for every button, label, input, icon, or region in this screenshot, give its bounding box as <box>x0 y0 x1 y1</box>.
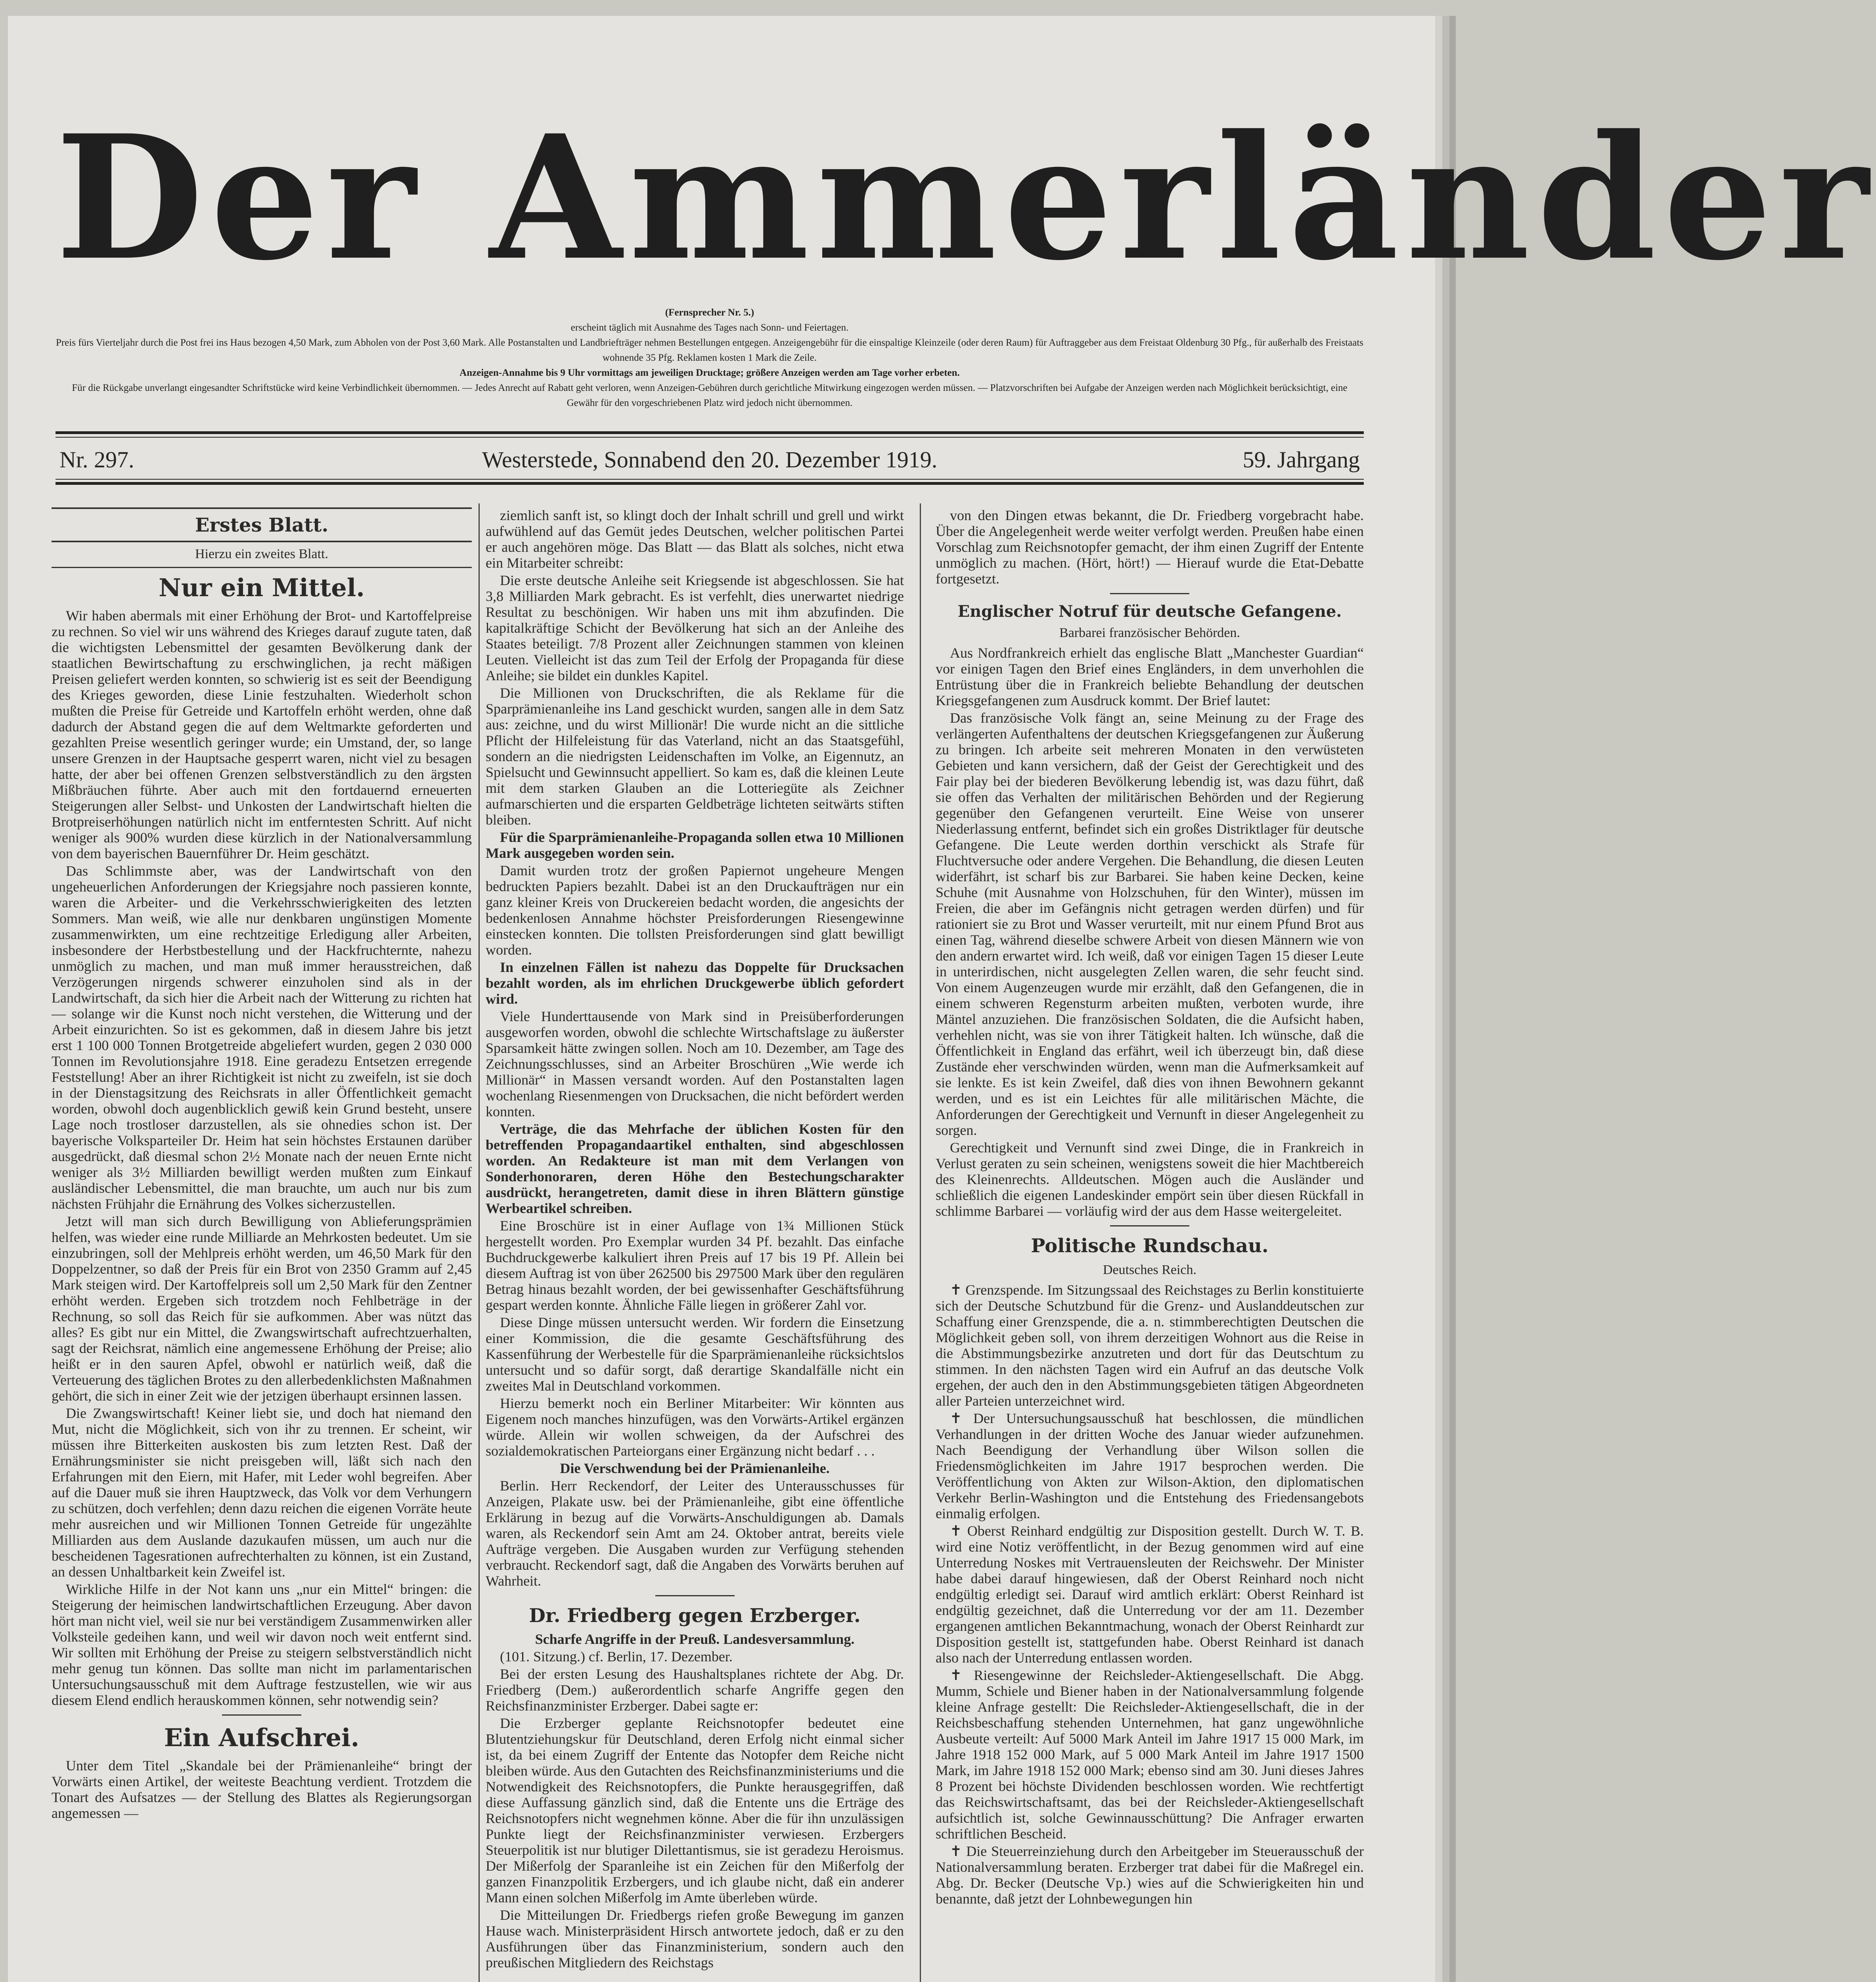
divider <box>222 1714 301 1716</box>
article-paragraph: Wirkliche Hilfe in der Not kann uns „nur ein Mittel“ bringen: die Steigerung der heimischen landwirtschaftlichen Erzeugung. Aber davon hört man nicht viel, weil sie nur bei verständigem Zusammenwirken aller Volksteile gedeihen kann, und weil wir davon noch weit entfernt sind. Wir sollten mit Erhöhung der Preise zu steigern selbstverständlich nicht mehr genug tun können. Das sollte man nicht im parlamentarischen Untersuchungsausschuß mit dem Auftrage festzustellen, wie wir aus diesem Elend endlich herauskommen können, sehr notwendig sein? <box>52 1581 472 1708</box>
subheading: Deutsches Reich. <box>1103 1263 1197 1277</box>
article-paragraph: Für die Sparprämienanleihe-Propaganda sollen etwa 10 Millionen Mark ausgegeben worden sein. <box>486 829 904 861</box>
column-1 <box>52 507 472 1982</box>
article-paragraph: Aus Nordfrankreich erhielt das englische Blatt „Manchester Guardian“ vor einigen Tagen den Brief eines Engländers, in dem unverhohlen die Entrüstung über die in Frankreich beliebte Behandlung der deutschen Kriegsgefangenen zum Ausdruck kommt. Der Brief lautet: <box>936 645 1364 708</box>
imprint-deadline: Anzeigen-Annahme bis 9 Uhr vormittags am jeweiligen Drucktage; größere Anzeigen werden am Tage vorher erbeten. <box>459 367 960 378</box>
article-paragraph: Wir haben abermals mit einer Erhöhung der Brot- und Kartoffelpreise zu rechnen. So viel wir uns während des Krieges darauf zugute taten, daß die wichtigsten Lebensmittel der gesamten Bevölkerung dank der staatlichen Bewirtschaftung zu erschwinglichen, ja recht mäßigen Preisen geliefert werden konnten, so schwierig ist es seit der Beendigung des Krieges geworden, diese Linie festzuhalten. Wiederholt schon mußten die Preise für Getreide und Kartoffeln erhöht werden, ohne daß dadurch der Abstand gegen die auf dem Weltmarkte geforderten und gezahlten Preise wesentlich geringer wurde; ein Umstand, der, so lange unsere Grenzen in der Hauptsache gesperrt waren, nicht viel zu besagen hatte, der aber bei offenen Grenzen selbstverständlich zu den ärgsten Mißbräuchen führte. Aber auch mit den fortdauernd erneuerten Steigerungen aller Selbst- und Unkosten der Landwirtschaft hielten die Brotpreiserhöhungen natürlich nicht im entferntesten Schritt. Auf nicht weniger als 900% wurden diese kürzlich in der Nationalversammlung von dem bayerischen Bauernführer Dr. Heim geschätzt. <box>52 608 472 861</box>
article-paragraph: Bei der ersten Lesung des Haushaltsplanes richtete der Abg. Dr. Friedberg (Dem.) außerordentlich scharfe Angriffe gegen den Reichsfinanzminister Erzberger. Dabei sagte er: <box>486 1666 904 1714</box>
article-paragraph: ziemlich sanft ist, so klingt doch der Inhalt schrill und grell und wirkt aufwühlend auf das Gemüt jedes Deutschen, welcher politischen Partei er auch angehören möge. Das Blatt — das Blatt als solches, nicht etwa ein Mitarbeiter schreibt: <box>486 507 904 571</box>
imprint-disclaimer: Für die Rückgabe unverlangt eingesandter Schriftstücke wird keine Verbindlichkeit übernommen. — Jedes Anrecht auf Rabatt geht verloren, wenn Anzeigen-Gebühren durch gerichtliche Mitwirkung eingezogen werden müssen. — Platzvorschriften bei Aufgabe der Anzeigen werden nach Möglichkeit berücksichtigt, eine Gewähr für den vorgeschriebenen Platz wird jedoch nicht übernommen. <box>72 383 1348 408</box>
article-paragraph: Die Millionen von Druckschriften, die als Reklame für die Sparprämienanleihe ins Land geschickt wurden, sangen alle in dem Satz aus: zeichne, und du wirst Millionär! Die wurde nicht an die sittliche Pflicht der Hilfeleistung für das Vaterland, nicht an das Staatsgefühl, sondern an die niedrigsten Leidenschaften im Volke, an Eigennutz, an Spielsucht und Gewinnsucht appelliert. So kam es, daß die kleinen Leute mit dem starken Glauben an die Lotteriegüte als Zeichner aufmarschierten und die ersparten Geldbeträge lichteten seitwärts stiften bleiben. <box>486 685 904 828</box>
divider <box>1110 593 1189 594</box>
article-paragraph: Verträge, die das Mehrfache der üblichen Kosten für den betreffenden Propagandaartikel enthalten, sind abgeschlossen worden. An Redakteure ist man mit dem Verlangen von Sonderhonoraren, deren Höhe den Bestechungscharakter ausdrückt, herangetreten, damit diese in ihren Blättern günstige Werbeartikel schreiben. <box>486 1121 904 1216</box>
article-paragraph: Damit wurden trotz der großen Papiernot ungeheure Mengen bedruckten Papiers bezahlt. Dabei ist an den Druckaufträgen nur ein ganz kleiner Kreis von Druckereien bedacht worden, die angesichts der bedenkenlosen Annahme höchster Preisforderungen Riesengewinne einstecken konnten. Die tollsten Preisforderungen sind glatt bewilligt worden. <box>486 863 904 958</box>
subheading: Barbarei französischer Behörden. <box>1059 626 1240 640</box>
headline-notruf: Englischer Notruf für deutsche Gefangene. <box>957 602 1342 621</box>
news-item: ✝ Der Untersuchungsausschuß hat beschlossen, die mündlichen Verhandlungen in der dritten Woche des Januar wieder aufzunehmen. Nach Beendigung der Verhandlung über Wilson sollen die Friedensmöglichkeiten im Jahre 1917 besprochen werden. Die Veröffentlichung von Akten zur Wilson-Aktion, den diplomatischen Verkehr Berlin-Washington und die Entstehung des Friedensangebots einmalig erfolgen. <box>936 1410 1364 1521</box>
news-item: ✝ Grenzspende. Im Sitzungssaal des Reichstages zu Berlin konstituierte sich der Deutsche Schutzbund für die Grenz- und Auslanddeutschen zur Schaffung einer Grenzspende, die a. n. stimmberechtigten Deutschen die Möglichkeit geben soll, von ihrem derzeitigen Wohnort aus die Reise in die Abstimmungsbezirke anzutreten und dort für das Deutschtum zu stimmen. In den nächsten Tagen wird ein Aufruf an das deutsche Volk ergehen, der auch den in den Abstimmungsgebieten tätigen Abgeordneten aller Parteien unterzeichnet wird. <box>936 1282 1364 1409</box>
top-rule-thin <box>56 437 1364 438</box>
article-paragraph: Die Erzberger geplante Reichsnotopfer bedeutet eine Blutentziehungskur für Deutschland, deren Erfolg nicht einmal sicher ist, da bei einem Zugriff der Entente das Notopfer dem Reiche nicht bleiben würde. Aus den Gutachten des Reichsfinanzministeriums und die Notwendigkeit des Reichsnotopfers, die Punkte herausgegriffen, daß diese Auffassung gänzlich sind, daß die Entente uns die Erträge des Reichsnotopfers nicht wegnehmen könne. Aber die für ihn unzulässigen Punkte liegt der Reichsfinanzminister verwiesen. Erzbergers Steuerpolitik ist nur blutiger Dilettantismus, sie ist geradezu Heroismus. Der Mißerfolg der Sparanleihe ist ein Zeichen für den Mißerfolg der ganzen Finanzpolitik Erzbergers, und ich glaube nicht, daß ein anderer Mann einen solchen Mißerfolg im Amte überleben würde. <box>486 1715 904 1905</box>
column-2 <box>486 507 904 1982</box>
divider <box>52 567 472 568</box>
top-rule-thick <box>56 431 1364 434</box>
subheading: Die Verschwendung bei der Prämienanleihe. <box>560 1460 830 1476</box>
article-paragraph: Gerechtigkeit und Vernunft sind zwei Dinge, die in Frankreich in Verlust geraten zu sein scheinen, wenigstens soweit die hier Machtbereich des Kleinenrechts. Alldeutschen. Mögen auch die Ausländer und schließlich die eigenen Landeskinder empört sein über diesen Rückfall in schlimme Barbarei — vorläufig wird der aus dem Hasse weitergeleitet. <box>936 1140 1364 1219</box>
article-paragraph: Hierzu bemerkt noch ein Berliner Mitarbeiter: Wir könnten aus Eigenem noch manches hinzufügen, was den Vorwärts-Artikel ergänzen würde. Allein wir wollen schweigen, da der Aufschrei des sozialdemokratischen Parteiorgans einer Ergänzung nicht bedarf . . . <box>486 1395 904 1459</box>
divider <box>655 1595 735 1596</box>
issue-date: Westerstede, Sonnabend den 20. Dezember 1919. <box>482 447 938 473</box>
issue-volume: 59. Jahrgang <box>1242 447 1360 473</box>
newspaper-page <box>8 16 1876 1982</box>
article-paragraph: Viele Hunderttausende von Mark sind in Preisüberforderungen ausgeworfen worden, obwohl die schlechte Wirtschaftslage zu äußerster Sparsamkeit hätte zwingen sollen. Noch am 10. Dezember, am Tage des Zeichnungsschlusses, sind an Arbeiter Broschüren „Wie werde ich Millionär“ in Massen versandt worden. Auf den Postanstalten lagen wochenlang Riesenmengen von Drucksachen, die nicht befördert werden konnten. <box>486 1008 904 1119</box>
masthead-title: Der Ammerländer <box>56 98 1876 298</box>
article-paragraph: Unter dem Titel „Skandale bei der Prämienanleihe“ bringt der Vorwärts einen Artikel, der weiteste Beachtung verdient. Trotzdem die Tonart des Aufsatzes — der Stellung des Blattes als Regierungsorgan angemessen — <box>52 1758 472 1821</box>
subheading: Scharfe Angriffe in der Preuß. Landesversammlung. <box>535 1631 855 1647</box>
headline-ein-aufschrei: Ein Aufschrei. <box>164 1723 360 1752</box>
issue-number: Nr. 297. <box>59 447 134 473</box>
headline-nur-ein-mittel: Nur ein Mittel. <box>159 573 365 602</box>
divider <box>1110 1225 1189 1226</box>
article-paragraph: Jetzt will man sich durch Bewilligung von Ablieferungsprämien helfen, was wieder eine runde Milliarde an Mehrkosten bedeutet. Um sie einzubringen, soll der Mehlpreis erhöht werden, um 46,50 Mark für den Doppelzentner, so daß der Preis für ein Brot von 2350 Gramm auf 2,45 Mark steigen wird. Der Kartoffelpreis soll um 2,50 Mark für den Zentner erhöht werden. Ergeben sich trotzdem noch Fehlbeträge in der Rechnung, so soll das Reich für sie aufkommen. Aber was nützt das alles? Es gibt nur ein Mittel, die Zwangswirtschaft aufrechtzuerhalten, sagt der Reichsrat, nämlich eine angemessene Erhöhung der Preise; alio heißt er in den sauren Apfel, obwohl er natürlich weiß, daß die Verteuerung des täglichen Brotes zu den allerbedenklichsten Maßnahmen gehört, die sich in einer Zeit wie der jetzigen überhaupt ersinnen lassen. <box>52 1213 472 1404</box>
column-divider-2 <box>920 503 921 1982</box>
headline-rundschau: Politische Rundschau. <box>1031 1235 1269 1257</box>
article-dateline: (101. Sitzung.) cf. Berlin, 17. Dezember. <box>500 1649 733 1664</box>
article-paragraph: In einzelnen Fällen ist nahezu das Doppelte für Drucksachen bezahlt worden, als im ehrlichen Druckgewerbe üblich gefordert wird. <box>486 959 904 1007</box>
bottom-rule-thin <box>56 479 1364 480</box>
section-box <box>52 507 472 542</box>
article-paragraph: von den Dingen etwas bekannt, die Dr. Friedberg vorgebracht habe. Über die Angelegenheit werde weiter verfolgt werden. Preußen habe einen Vorschlag zum Reichsnotopfer gemacht, der ihm einen Zugriff der Entente unmöglich zu machen. (Hört, hört!) — Hierauf wurde die Etat-Debatte fortgesetzt. <box>936 507 1364 587</box>
article-paragraph: Berlin. Herr Reckendorf, der Leiter des Unterausschusses für Anzeigen, Plakate usw. bei der Prämienanleihe, gibt eine öffentliche Erklärung in bezug auf die Vorwärts-Anschuldigungen ab. Damals waren, als Reckendorf sein Amt am 24. Oktober antrat, bereits viele Aufträge vergeben. Die Ausgaben wurden zur Verfügung stehenden verbraucht. Reckendorf sagt, daß die Angaben des Vorwärts beruhen auf Wahrheit. <box>486 1478 904 1589</box>
article-paragraph: Eine Broschüre ist in einer Auflage von 1¾ Millionen Stück hergestellt worden. Pro Exemplar wurden 34 Pf. bezahlt. Das einfache Buchdruckgewerbe kalkuliert ihren Preis auf 17 bis 19 Pf. Allein bei diesem Auftrag ist von über 262500 bis 297500 Mark über den regulären Betrag hinaus bezahlt worden, der bei gewissenhafter Geschäftsführung gespart werden konnte. Ähnliche Fälle liegen in größerer Zahl vor. <box>486 1218 904 1313</box>
news-item: ✝ Oberst Reinhard endgültig zur Disposition gestellt. Durch W. T. B. wird eine Notiz veröffentlicht, in der Bezug genommen wird auf eine Unterredung Noskes mit Vertrauensleuten der Reichswehr. Der Minister habe dabei darauf hingewiesen, daß der Oberst Reinhard noch nicht endgültig erledigt sei. Darauf wird amtlich erklärt: Oberst Reinhard ist endgültig gezeichnet, daß die Unterredung vor der am 11. Dezember ergangenen amtlichen Bekanntmachung, wonach der Oberst Reinhardt zur Disposition gestellt ist, stattgefunden habe. Oberst Reinhard ist danach also nach der Unterredung entlassen worden. <box>936 1523 1364 1666</box>
section-title: Erstes Blatt. <box>195 514 329 536</box>
section-note: Hierzu ein zweites Blatt. <box>195 547 329 561</box>
article-paragraph: Die erste deutsche Anleihe seit Kriegsende ist abgeschlossen. Sie hat 3,8 Milliarden Mark gebracht. Es ist verfehlt, dies unerwartet niedrige Resultat zu beschönigen. Wir haben uns mit ihm abzufinden. Die kapitalkräftige Schicht der Bevölkerung hat sich an der Anleihe des Staates beteiligt. 7/8 Prozent aller Zeichnungen stammen von kleinen Leuten. Vielleicht ist das zum Teil der Erfolg der Propaganda für diese Anleihe; sie bildet ein dunkles Kapitel. <box>486 572 904 683</box>
headline-friedberg: Dr. Friedberg gegen Erzberger. <box>529 1605 861 1627</box>
article-paragraph: Die Mitteilungen Dr. Friedbergs riefen große Bewegung im ganzen Hause wach. Ministerpräsident Hirsch antwortete jedoch, daß er zu den Ausführungen über das Finanzministerium, sondern auch den preußischen Mitgliedern des Reichstags <box>486 1907 904 1971</box>
imprint <box>56 305 1364 411</box>
bottom-rule-thick <box>56 482 1364 485</box>
article-paragraph: Diese Dinge müssen untersucht werden. Wir fordern die Einsetzung einer Kommission, die die gesamte Geschäftsführung des Kassenführung der Werbestelle für die Sparprämienanleihe rücksichtslos untersucht und so dafür sorgt, daß derartige Skandalfälle nicht ein zweites Mal in Deutschland vorkommen. <box>486 1314 904 1394</box>
news-item: ✝ Riesengewinne der Reichsleder-Aktiengesellschaft. Die Abgg. Mumm, Schiele und Biener haben in der Nationalversammlung folgende kleine Anfrage gestellt: Die Reichsleder-Aktiengesellschaft, die in der Reichsbeschaffung stehenden Unternehmen, hat ganz ungewöhnliche Ausbeute verteilt: Auf 5000 Mark Anteil im Jahre 1917 15 000 Mark, im Jahre 1918 152 000 Mark, auf 5 000 Mark Anteil im Jahre 1917 1500 Mark, im Jahre 1918 152 000 Mark; ebenso sind am 30. Juni dieses Jahres 8 Prozent bei höchste Dividenden beschlossen worden. Wie rechtfertigt das Reichswirtschaftsamt, das bei der Reichsleder-Aktiengesellschaft aufsichtlich ist, solche Gewinnausschüttung? Die Anfrager erwarten schriftlichen Bescheid. <box>936 1667 1364 1842</box>
article-paragraph: Das französische Volk fängt an, seine Meinung zu der Frage des verlängerten Aufenthaltens der deutschen Kriegsgefangenen zur Äußerung zu bringen. Ich arbeite seit mehreren Monaten in den verwüsteten Gebieten und kann versichern, daß der Geist der Gerechtigkeit und des Fair play bei der biederen Bevölkerung lebendig ist, was dazu führt, daß sie offen das Verhalten der militärischen Behörden und der Regierung gegenüber den Gefangenen verurteilt. Eine Weise von unserer Niederlassung entfernt, befindet sich ein großes Distriktlager für deutsche Gefangene. Die Leute werden dorthin verschickt als Strafe für Fluchtversuche oder andere Vergehen. Die Behandlung, die diesen Leuten widerfährt, ist scharf bis zur Barbarei. Sie haben keine Decken, keine Schuhe (mit Ausnahme von Holzschuhen, für den Winter), müssen im Freien, die aber im Gefängnis nicht getragen werden dürfen) und für rationiert sie zu Brot und Wasser verurteilt, mit nur einem Pfund Brot aus einen Tag, während dieselbe schwere Arbeit von diesen Männern wie von den andern erwartet wird. Ich weiß, daß vor einigen Tagen 15 dieser Leute in unterirdischen, nicht ausgelegten Zellen waren, die sehr feucht sind. Von einem Augenzeugen wurde mir erzählt, daß den Gefangenen, die in einem schweren Regensturm arbeiten mußten, verboten wurde, ihre Mäntel anzuziehen. Die französischen Soldaten, die die Aufsicht haben, verhehlen nicht, was sie von ihrer Tätigkeit halten. Ich wünsche, daß die Öffentlichkeit in England das erfährt, weil ich überzeugt bin, daß diese Zustände eher verschwinden würden, wenn man die Aufmerksamkeit auf sie lenkte. Es ist kein Zweifel, daß dies von ihnen Bewohnern gekannt werden, und es ist ein Leichtes für alle militärischen Mächte, die Anforderungen der Gerechtigkeit und Vernunft in dieser Angelegenheit zu sorgen. <box>936 710 1364 1138</box>
article-paragraph: Das Schlimmste aber, was der Landwirtschaft von den ungeheuerlichen Anforderungen der Kriegsjahre noch passieren konnte, waren die Arbeiter- und die Verkehrsschwierigkeiten des letzten Sommers. Man weiß, wie alle nur denkbaren ungünstigen Momente zusammenwirkten, um eine rechtzeitige Erledigung aller Arbeiten, insbesondere der Herbstbestellung und der Hackfruchternte, nahezu unmöglich zu machen, und man muß immer herausstreichen, daß Verzögerungen nirgends schwerer einzuholen sind als in der Landwirtschaft, da sich hier die Arbeit nach der Witterung zu richten hat — solange wir die Kunst noch nicht verstehen, die Witterung und der Arbeit einzurichten. So ist es gekommen, daß in diesem Jahre bis jetzt erst 1 100 000 Tonnen Brotgetreide abgeliefert wurden, gegen 2 030 000 Tonnen im Revolutionsjahre 1918. Eine geradezu Entsetzen erregende Feststellung! Aber an ihrer Richtigkeit ist nicht zu zweifeln, ist sie doch in der Dienstagsitzung des Reichsrats in aller Öffentlichkeit gemacht worden, obwohl doch augenblicklich gewiß kein Grund besteht, unsere Lage noch trostloser darzustellen, als sie ohnedies schon ist. Der bayerische Volksparteiler Dr. Heim hat sein höchstes Erstaunen darüber ausgedrückt, daß diesmal schon 2½ Monate nach der neuen Ernte nicht weniger als 3½ Milliarden bewilligt werden mußten zum Einkauf ausländischer Lebensmittel, die man brauchte, um auch nur bis zum nächsten Frühjahr die Ernährung des Volkes sicherzustellen. <box>52 863 472 1212</box>
article-paragraph: Die Zwangswirtschaft! Keiner liebt sie, und doch hat niemand den Mut, nicht die Möglichkeit, sich von ihr zu trennen. Er scheint, wir müssen ihre Bitterkeiten auskosten bis zum letzten Rest. Daß der Ernährungsminister sie nicht preisgeben will, läßt sich nach den Erfahrungen mit den Eiern, mit Hafer, mit Leder wohl begreifen. Aber auf die Dauer muß sie ihren Hauptzweck, das Volk vor dem Verhungern zu schützen, doch verfehlen; denn dazu reichen die eigenen Vorräte heute mehr ausreichen und wir Millionen Tonnen Getreide für ungezählte Milliarden aus dem Auslande dazukaufen müssen, um auch nur die bescheidenen Tagesrationen aufrechterhalten zu können, ist ein Zustand, an dessen Unhaltbarkeit kein Zweifel ist. <box>52 1405 472 1580</box>
imprint-price: Preis fürs Vierteljahr durch die Post frei ins Haus bezogen 4,50 Mark, zum Abholen von der Post 3,60 Mark. Alle Postanstalten und Landbriefträger nehmen Bestellungen entgegen. Anzeigengebühr für die einspaltige Kleinzeile (oder deren Raum) für Auftraggeber aus dem Freistaat Oldenburg 30 Pfg., für außerhalb des Freistaats wohnende 35 Pfg. Reklamen kosten 1 Mark die Zeile. <box>56 337 1364 363</box>
column-divider-1 <box>479 503 480 1982</box>
imprint-frequency: erscheint täglich mit Ausnahme des Tages nach Sonn- und Feiertagen. <box>570 322 849 333</box>
news-item: ✝ Die Steuerreinziehung durch den Arbeitgeber im Steuerausschuß der Nationalversammlung beraten. Erzberger trat dabei für die Maßregel ein. Abg. Dr. Becker (Deutsche Vp.) wies auf die Schwierigkeiten hin und benannte, daß jetzt der Lohnbewegungen hin <box>936 1843 1364 1907</box>
imprint-phone: (Fernsprecher Nr. 5.) <box>665 307 754 318</box>
dateline <box>56 446 1364 474</box>
column-3 <box>936 507 1364 1982</box>
